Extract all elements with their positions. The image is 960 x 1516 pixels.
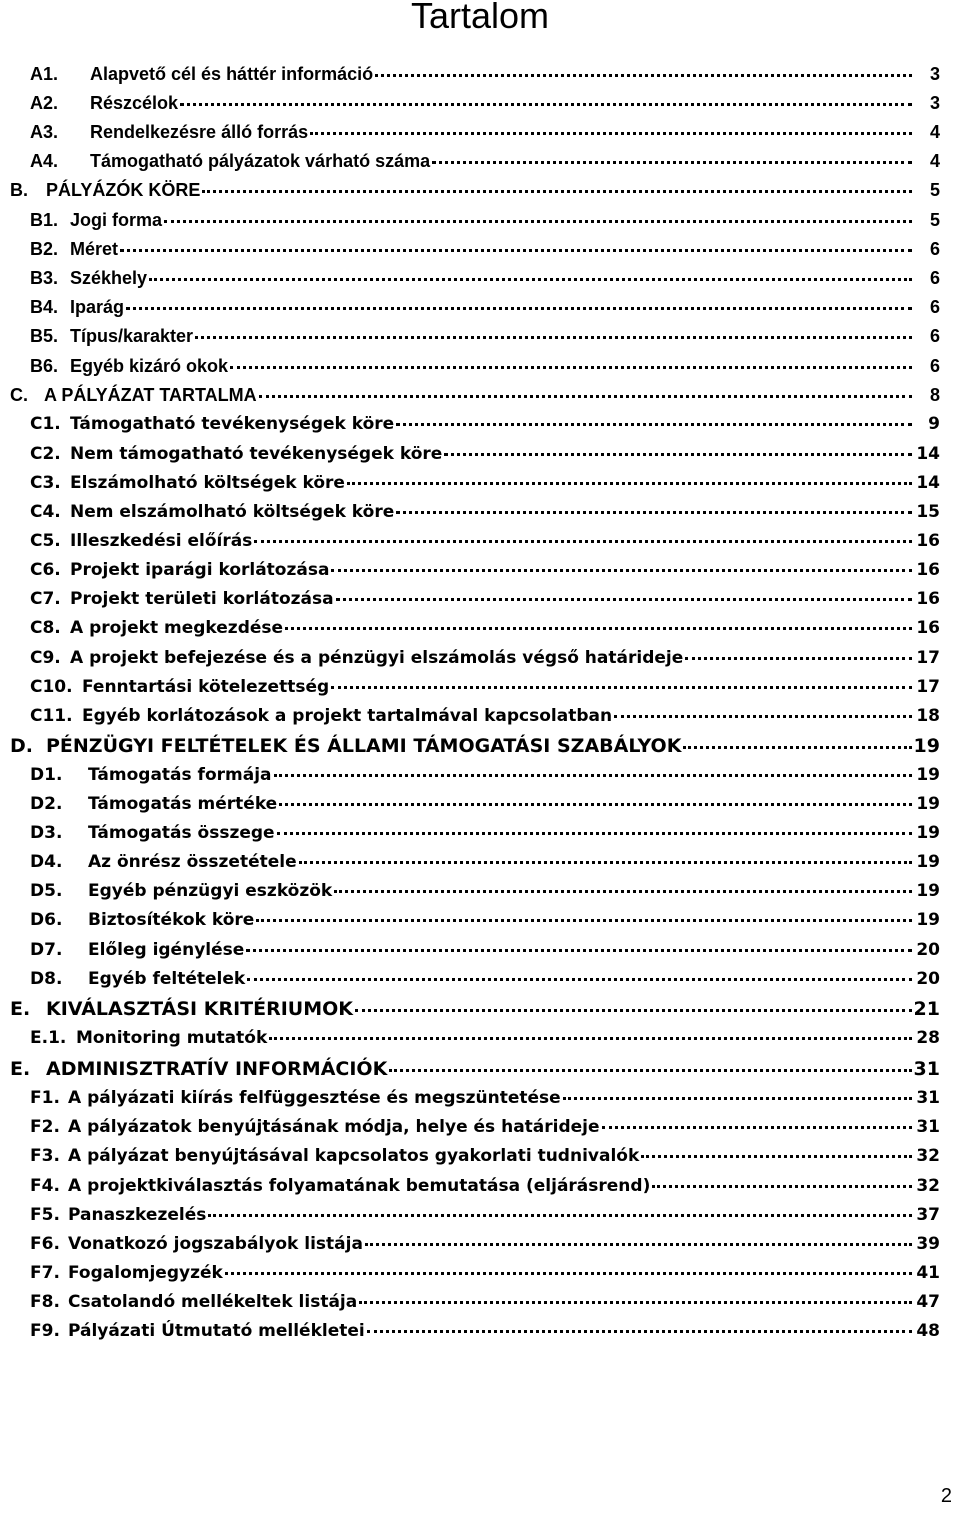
toc-entry-number: F2. xyxy=(30,1117,60,1137)
toc-dot-leader xyxy=(120,249,912,252)
toc-entry-title: PÁLYÁZÓK KÖRE xyxy=(46,180,201,200)
toc-entry-number: C2. xyxy=(30,444,61,464)
toc-entry-title: Rendelkezésre álló forrás xyxy=(90,122,309,142)
toc-entry[interactable] xyxy=(10,735,940,761)
toc-link[interactable] xyxy=(30,326,940,347)
toc-dot-leader xyxy=(126,307,912,310)
toc-dot-leader xyxy=(652,1185,912,1188)
toc-entry-number: C7. xyxy=(30,589,61,609)
toc-entry-title: ADMINISZTRATÍV INFORMÁCIÓK xyxy=(46,1058,388,1080)
toc-entry-page: 32 xyxy=(916,1176,940,1196)
toc-link[interactable] xyxy=(30,1234,940,1254)
toc-dot-leader xyxy=(195,336,912,339)
toc-entry-number: F8. xyxy=(30,1292,60,1312)
toc-entry-title: Székhely xyxy=(70,268,148,288)
toc-entry-page: 31 xyxy=(913,1058,940,1080)
toc-entry[interactable] xyxy=(30,823,940,849)
toc-dot-leader xyxy=(254,540,912,543)
toc-link[interactable] xyxy=(30,239,940,260)
toc-link[interactable] xyxy=(10,180,940,201)
toc-link[interactable] xyxy=(30,210,940,231)
toc-entry[interactable] xyxy=(30,1088,940,1114)
toc-entry[interactable] xyxy=(30,531,940,557)
toc-entry-page: 19 xyxy=(916,910,940,930)
toc-entry-title: Egyéb kizáró okok xyxy=(70,356,229,376)
toc-dot-leader xyxy=(432,161,912,164)
toc-entry-title: Biztosítékok köre xyxy=(88,910,255,930)
toc-entry-number: A2. xyxy=(30,93,59,113)
toc-entry-number: C5. xyxy=(30,531,61,551)
toc-entry-page: 14 xyxy=(916,473,940,493)
toc-entry[interactable] xyxy=(30,1028,940,1054)
toc-entry-page: 19 xyxy=(913,735,940,757)
toc-link[interactable] xyxy=(30,64,940,85)
toc-entry[interactable] xyxy=(30,122,940,148)
toc-link[interactable] xyxy=(30,969,940,989)
toc-entry-page: 9 xyxy=(928,414,940,434)
toc-entry-page: 20 xyxy=(916,940,940,960)
toc-link[interactable] xyxy=(30,297,940,318)
toc-entry-title: A pályázati kiírás felfüggesztése és megszüntetése xyxy=(68,1088,561,1108)
toc-entry[interactable] xyxy=(30,969,940,995)
toc-link[interactable] xyxy=(30,1176,940,1196)
toc-entry-page: 3 xyxy=(929,93,940,113)
toc-entry-page: 6 xyxy=(929,268,940,288)
toc-dot-leader xyxy=(685,657,912,660)
toc-entry-number: D1. xyxy=(30,765,63,785)
toc-entry-title: Támogatható pályázatok várható száma xyxy=(90,151,431,171)
toc-dot-leader xyxy=(365,1243,912,1246)
toc-entry[interactable] xyxy=(30,414,940,440)
toc-entry-page: 6 xyxy=(929,356,940,376)
toc-entry-title: A projektkiválasztás folyamatának bemutatása (eljárásrend) xyxy=(68,1176,651,1196)
toc-entry-page: 6 xyxy=(929,239,940,259)
toc-entry-page: 31 xyxy=(916,1117,940,1137)
toc-link[interactable] xyxy=(30,1028,940,1048)
toc-entry-number: C11. xyxy=(30,706,73,726)
toc-entry[interactable] xyxy=(30,706,940,732)
toc-dot-leader xyxy=(367,1330,912,1333)
toc-dot-leader xyxy=(180,103,912,106)
toc-dot-leader xyxy=(310,132,912,135)
toc-entry[interactable] xyxy=(30,1234,940,1260)
toc-entry-page: 14 xyxy=(916,444,940,464)
toc-entry-page: 15 xyxy=(916,502,940,522)
toc-link[interactable] xyxy=(10,385,940,406)
page-number: 2 xyxy=(940,1485,952,1507)
toc-entry-page: 16 xyxy=(916,589,940,609)
toc-entry-page: 6 xyxy=(929,297,940,317)
toc-entry[interactable] xyxy=(30,473,940,499)
toc-entry[interactable] xyxy=(30,1176,940,1202)
toc-dot-leader xyxy=(396,423,912,426)
toc-link[interactable] xyxy=(30,765,940,785)
toc-entry-page: 32 xyxy=(916,1146,940,1166)
toc-entry-number: B. xyxy=(10,180,28,200)
toc-entry-title: A PÁLYÁZAT TARTALMA xyxy=(44,385,257,405)
toc-entry-page: 19 xyxy=(916,852,940,872)
toc-dot-leader xyxy=(359,1301,912,1304)
toc-entry-page: 5 xyxy=(929,180,940,200)
toc-entry-number: C1. xyxy=(30,414,61,434)
toc-entry[interactable] xyxy=(30,326,940,352)
toc-entry[interactable] xyxy=(10,1058,940,1084)
toc-entry-number: D4. xyxy=(30,852,63,872)
toc-link[interactable] xyxy=(30,881,940,901)
toc-entry-title: Nem támogatható tevékenységek köre xyxy=(70,444,443,464)
toc-entry-page: 16 xyxy=(916,560,940,580)
toc-link[interactable] xyxy=(30,151,940,172)
toc-entry-title: Támogatható tevékenységek köre xyxy=(70,414,395,434)
toc-entry-number: C. xyxy=(10,385,28,405)
toc-link[interactable] xyxy=(30,706,940,726)
toc-entry-number: C6. xyxy=(30,560,61,580)
toc-entry-title: Nem elszámolható költségek köre xyxy=(70,502,395,522)
toc-entry-page: 4 xyxy=(929,151,940,171)
toc-entry-number: D5. xyxy=(30,881,63,901)
toc-entry-title: Vonatkozó jogszabályok listája xyxy=(68,1234,363,1254)
toc-dot-leader xyxy=(347,482,912,485)
toc-entry-title: Jogi forma xyxy=(70,210,163,230)
toc-entry[interactable] xyxy=(30,852,940,878)
toc-link[interactable] xyxy=(10,1058,940,1080)
toc-link[interactable] xyxy=(30,473,940,493)
toc-entry-title: Részcélok xyxy=(90,93,179,113)
toc-dot-leader xyxy=(279,803,912,806)
toc-dot-leader xyxy=(641,1155,912,1158)
toc-entry-page: 6 xyxy=(929,326,940,346)
toc-entry[interactable] xyxy=(10,180,940,206)
toc-entry-title: Panaszkezelés xyxy=(68,1205,207,1225)
toc-dot-leader xyxy=(331,569,912,572)
toc-entry-title: Méret xyxy=(70,239,119,259)
toc-link[interactable] xyxy=(30,823,940,843)
toc-entry-title: PÉNZÜGYI FELTÉTELEK ÉS ÁLLAMI TÁMOGATÁSI SZABÁLYOK xyxy=(46,735,682,757)
toc-entry-page: 16 xyxy=(916,618,940,638)
toc-entry-page: 37 xyxy=(916,1205,940,1225)
toc-entry[interactable] xyxy=(30,794,940,820)
toc-link[interactable] xyxy=(30,356,940,377)
toc-entry-number: D8. xyxy=(30,969,63,989)
toc-entry-page: 48 xyxy=(916,1321,940,1341)
toc-entry-title: A pályázatok benyújtásának módja, helye és határideje xyxy=(68,1117,600,1137)
toc-entry-number: F9. xyxy=(30,1321,60,1341)
toc-entry[interactable] xyxy=(30,1263,940,1289)
toc-entry-number: C3. xyxy=(30,473,61,493)
toc-entry-title: Előleg igénylése xyxy=(88,940,245,960)
toc-link[interactable] xyxy=(30,677,940,697)
toc-entry-page: 41 xyxy=(916,1263,940,1283)
toc-link[interactable] xyxy=(30,1088,940,1108)
toc-entry-title: Egyéb feltételek xyxy=(88,969,246,989)
toc-entry-title: Egyéb pénzügyi eszközök xyxy=(88,881,333,901)
toc-link[interactable] xyxy=(30,940,940,960)
toc-dot-leader xyxy=(274,774,913,777)
toc-dot-leader xyxy=(149,278,912,281)
toc-entry[interactable] xyxy=(10,998,940,1024)
toc-entry[interactable] xyxy=(10,385,940,411)
toc-dot-leader xyxy=(259,395,912,398)
toc-entry-title: Alapvető cél és háttér információ xyxy=(90,64,374,84)
toc-link[interactable] xyxy=(10,735,940,757)
toc-entry[interactable] xyxy=(30,677,940,703)
toc-entry-number: B3. xyxy=(30,268,59,288)
toc-dot-leader xyxy=(336,598,912,601)
toc-entry[interactable] xyxy=(30,881,940,907)
toc-entry[interactable] xyxy=(30,1205,940,1231)
toc-entry-number: D2. xyxy=(30,794,63,814)
toc-entry-page: 47 xyxy=(916,1292,940,1312)
toc-link[interactable] xyxy=(30,560,940,580)
toc-link[interactable] xyxy=(30,414,940,434)
toc-entry-title: Projekt iparági korlátozása xyxy=(70,560,330,580)
toc-entry[interactable] xyxy=(30,618,940,644)
toc-entry[interactable] xyxy=(30,444,940,470)
toc-dot-leader xyxy=(208,1214,912,1217)
toc-entry-title: Támogatás formája xyxy=(88,765,272,785)
toc-entry-number: E. xyxy=(10,998,31,1020)
toc-entry-title: Iparág xyxy=(70,297,125,317)
toc-link[interactable] xyxy=(30,589,940,609)
toc-entry-title: Illeszkedési előírás xyxy=(70,531,253,551)
toc-entry-number: A4. xyxy=(30,151,59,171)
toc-dot-leader xyxy=(444,453,912,456)
toc-entry[interactable] xyxy=(30,940,940,966)
toc-dot-leader xyxy=(602,1126,912,1129)
toc-entry-number: F4. xyxy=(30,1176,60,1196)
toc-link[interactable] xyxy=(30,618,940,638)
toc-entry-number: B1. xyxy=(30,210,59,230)
toc-entry[interactable] xyxy=(30,1321,940,1347)
toc-entry-title: Típus/karakter xyxy=(70,326,194,346)
toc-entry[interactable] xyxy=(30,502,940,528)
toc-entry-number: D7. xyxy=(30,940,63,960)
toc-entry-title: Monitoring mutatók xyxy=(76,1028,268,1048)
toc-link[interactable] xyxy=(30,1146,940,1166)
toc-entry-title: Csatolandó mellékeltek listája xyxy=(68,1292,358,1312)
toc-entry-page: 19 xyxy=(916,881,940,901)
toc-link[interactable] xyxy=(30,1292,940,1312)
toc-entry-title: Fogalomjegyzék xyxy=(68,1263,223,1283)
toc-entry[interactable] xyxy=(30,648,940,674)
toc-link[interactable] xyxy=(30,1117,940,1137)
toc-entry-number: B4. xyxy=(30,297,59,317)
toc-entry[interactable] xyxy=(30,589,940,615)
toc-entry[interactable] xyxy=(30,268,940,294)
toc-link[interactable] xyxy=(10,998,940,1020)
toc-entry-title: A projekt megkezdése xyxy=(70,618,284,638)
toc-dot-leader xyxy=(277,832,912,835)
toc-dot-leader xyxy=(202,190,912,193)
toc-link[interactable] xyxy=(30,444,940,464)
toc-dot-leader xyxy=(389,1069,911,1072)
toc-entry[interactable] xyxy=(30,910,940,936)
toc-entry-page: 5 xyxy=(929,210,940,230)
toc-entry-number: F3. xyxy=(30,1146,60,1166)
toc-entry-number: F5. xyxy=(30,1205,60,1225)
toc-link[interactable] xyxy=(30,910,940,930)
toc-dot-leader xyxy=(683,746,911,749)
toc-entry-title: A projekt befejezése és a pénzügyi elszámolás végső határideje xyxy=(70,648,684,668)
toc-entry[interactable] xyxy=(30,1117,940,1143)
toc-entry-page: 21 xyxy=(913,998,940,1020)
toc-dot-leader xyxy=(614,715,912,718)
toc-dot-leader xyxy=(285,627,912,630)
toc-link[interactable] xyxy=(30,502,940,522)
toc-entry-title: KIVÁLASZTÁSI KRITÉRIUMOK xyxy=(46,998,354,1020)
toc-entry-page: 31 xyxy=(916,1088,940,1108)
toc-dot-leader xyxy=(256,919,912,922)
toc-entry-page: 4 xyxy=(929,122,940,142)
toc-entry-number: F7. xyxy=(30,1263,60,1283)
toc-entry-title: Egyéb korlátozások a projekt tartalmával kapcsolatban xyxy=(82,706,613,726)
toc-entry[interactable] xyxy=(30,356,940,382)
toc-entry-page: 17 xyxy=(916,677,940,697)
toc-entry[interactable] xyxy=(30,151,940,177)
toc-dot-leader xyxy=(247,978,912,981)
toc-entry-number: C10. xyxy=(30,677,73,697)
toc-entry-number: D3. xyxy=(30,823,63,843)
toc-dot-leader xyxy=(225,1272,912,1275)
toc-entry[interactable] xyxy=(30,93,940,119)
toc-entry-page: 8 xyxy=(929,385,940,405)
toc-entry-page: 16 xyxy=(916,531,940,551)
toc-dot-leader xyxy=(299,861,912,864)
toc-link[interactable] xyxy=(30,1321,940,1341)
toc-link[interactable] xyxy=(30,531,940,551)
toc-entry-page: 20 xyxy=(916,969,940,989)
toc-entry[interactable] xyxy=(30,1292,940,1318)
toc-entry-number: A1. xyxy=(30,64,59,84)
toc-entry-page: 39 xyxy=(916,1234,940,1254)
toc-entry-title: Az önrész összetétele xyxy=(88,852,297,872)
toc-dot-leader xyxy=(164,220,912,223)
toc-link[interactable] xyxy=(30,852,940,872)
toc-entry-number: C9. xyxy=(30,648,61,668)
toc-entry-number: B5. xyxy=(30,326,59,346)
toc-dot-leader xyxy=(230,366,912,369)
toc-entry-number: D6. xyxy=(30,910,63,930)
toc-entry-number: B6. xyxy=(30,356,59,376)
toc-entry-title: Fenntartási kötelezettség xyxy=(82,677,330,697)
toc-entry-number: F6. xyxy=(30,1234,60,1254)
toc-dot-leader xyxy=(355,1009,912,1012)
toc-entry-number: F1. xyxy=(30,1088,60,1108)
toc-entry-page: 3 xyxy=(929,64,940,84)
toc-dot-leader xyxy=(375,74,912,77)
toc-entry-page: 28 xyxy=(916,1028,940,1048)
toc-dot-leader xyxy=(331,686,912,689)
toc-entry[interactable] xyxy=(30,765,940,791)
page-title: Tartalom xyxy=(410,0,550,36)
toc-entry-number: B2. xyxy=(30,239,59,259)
toc-entry-page: 18 xyxy=(916,706,940,726)
toc-entry-page: 19 xyxy=(916,794,940,814)
toc-link[interactable] xyxy=(30,794,940,814)
toc-entry-number: D. xyxy=(10,735,33,757)
toc-entry-number: C8. xyxy=(30,618,61,638)
toc-entry-number: C4. xyxy=(30,502,61,522)
toc-link[interactable] xyxy=(30,268,940,289)
toc-entry[interactable] xyxy=(30,210,940,236)
toc-entry-number: E.1. xyxy=(30,1028,67,1048)
toc-entry-title: Elszámolható költségek köre xyxy=(70,473,345,493)
toc-entry-page: 17 xyxy=(916,648,940,668)
toc-entry-title: Pályázati Útmutató mellékletei xyxy=(68,1321,365,1341)
toc-entry-title: Támogatás összege xyxy=(88,823,275,843)
toc-entry-title: A pályázat benyújtásával kapcsolatos gyakorlati tudnivalók xyxy=(68,1146,640,1166)
toc-link[interactable] xyxy=(30,93,940,114)
toc-entry[interactable] xyxy=(30,560,940,586)
toc-entry-number: A3. xyxy=(30,122,59,142)
toc-dot-leader xyxy=(334,890,912,893)
toc-link[interactable] xyxy=(30,648,940,668)
toc-link[interactable] xyxy=(30,122,940,143)
toc-link[interactable] xyxy=(30,1263,940,1283)
toc-entry[interactable] xyxy=(30,239,940,265)
toc-link[interactable] xyxy=(30,1205,940,1225)
toc-entry-title: Projekt területi korlátozása xyxy=(70,589,334,609)
toc-dot-leader xyxy=(563,1097,912,1100)
toc-entry-title: Támogatás mértéke xyxy=(88,794,278,814)
toc-dot-leader xyxy=(396,511,912,514)
toc-dot-leader xyxy=(269,1037,912,1040)
toc-entry[interactable] xyxy=(30,64,940,90)
toc-entry-page: 19 xyxy=(916,823,940,843)
toc-entry[interactable] xyxy=(30,297,940,323)
toc-entry-page: 19 xyxy=(916,765,940,785)
toc-dot-leader xyxy=(246,949,912,952)
toc-entry[interactable] xyxy=(30,1146,940,1172)
toc-entry-number: E. xyxy=(10,1058,31,1080)
